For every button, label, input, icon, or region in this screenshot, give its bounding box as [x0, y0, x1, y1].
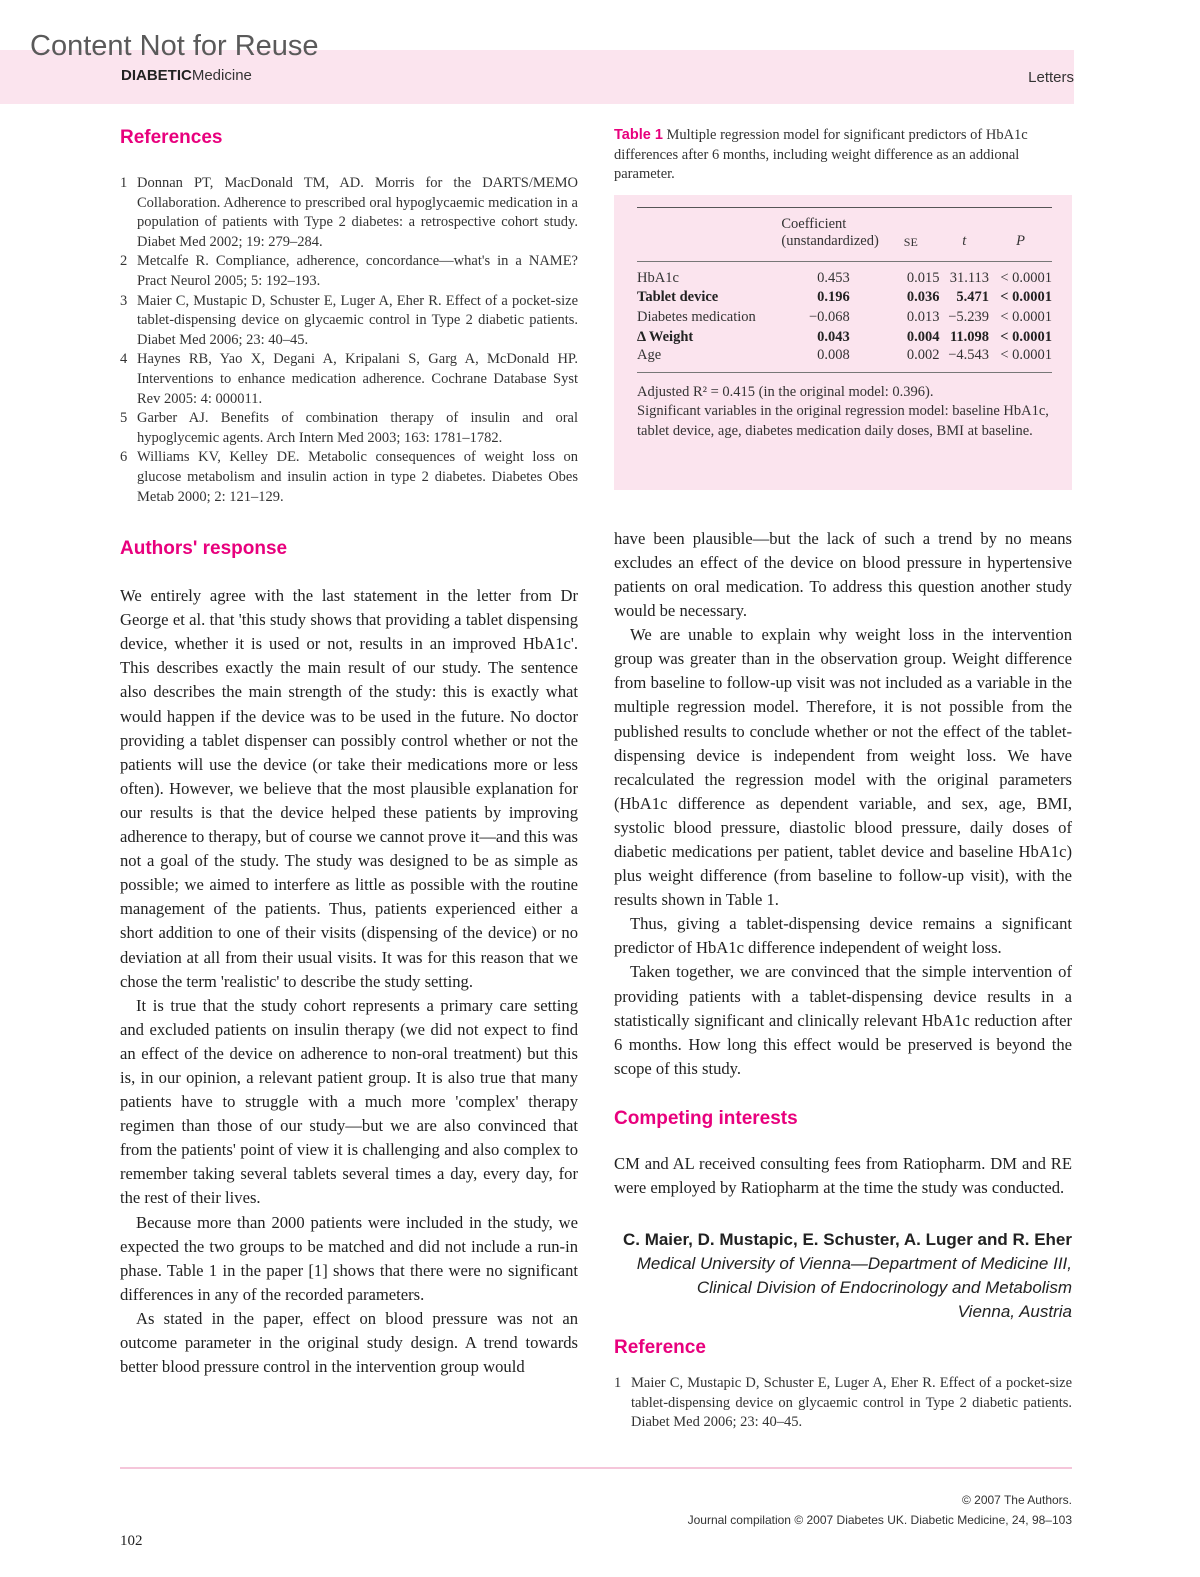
table-row: Diabetes medication −0.068 0.013 −5.239 < 0.0001: [637, 308, 1052, 325]
section-label: Letters: [1028, 69, 1074, 86]
journal-name: DIABETICMedicine: [121, 67, 252, 84]
competing-interests-body: CM and AL received consulting fees from Ratiopharm. DM and RE were employed by Ratiopharm at the time the study was conducted.: [614, 1153, 1072, 1198]
paragraph: Because more than 2000 patients were included in the study, we expected the two groups to be matched and did not include a run-in phase. Table 1 in the paper [1] shows that there were no significant differences in any of the recorded parameters.: [120, 1212, 578, 1304]
table-row: Δ Weight 0.043 0.004 11.098 < 0.0001: [637, 328, 1052, 345]
copyright: © 2007 The Authors. Journal compilation © 2007 Diabetes UK. Diabetic Medicine, 24, 98–103: [687, 1493, 1072, 1527]
paragraph: We are unable to explain why weight loss in the intervention group was greater than in the observation group. Weight difference from baseline to follow-up visit was not included as a variable in the multiple regression model. Therefore, it is not possible from the published results to conclude whether or not the effect of the tablet-dispensing device is independent from weight loss. We have recalculated the regression model with the original parameters (HbA1c difference as dependent variable, and sex, age, BMI, systolic blood pressure, diastolic blood pressure, daily doses of diabetic medications per patient, tablet device and baseline HbA1c) plus weight difference (from baseline to follow-up visit), with the results shown in Table 1.: [614, 625, 1072, 910]
t-header: t: [962, 232, 967, 249]
right-body: [614, 527, 1072, 1081]
left-column: [120, 126, 578, 1379]
watermark: Content Not for Reuse: [30, 30, 319, 62]
response-body: [120, 584, 578, 1379]
paragraph: Thus, giving a tablet-dispensing device remains a significant predictor of HbA1c difference independent of weight loss.: [614, 914, 1072, 958]
reference-item: 5 Garber AJ. Benefits of combination therapy of insulin and oral hypoglycemic agents. Arch Intern Med 2003; 163: 1781–1782.: [120, 410, 578, 446]
reference-list: [614, 1374, 1072, 1433]
paragraph: As stated in the paper, effect on blood pressure was not an outcome parameter in the original study design. A trend towards better blood pressure control in the intervention group would: [120, 1308, 578, 1377]
se-header: SE: [903, 234, 918, 249]
reference-item: 6 Williams KV, Kelley DE. Metabolic consequences of weight loss on glucose metabolism and insulin action in type 2 diabetes. Diabetes Obes Metab 2000; 2: 121–129.: [120, 449, 578, 505]
regression-table: [614, 195, 1072, 490]
p-header: P: [1016, 232, 1025, 249]
author-signature: C. Maier, D. Mustapic, E. Schuster, A. Luger and R. Eher Medical University of Vienna—Department of Medicine III, Clinical Division of Endocrinology and Metabolism Vienna, Austria: [622, 1230, 1072, 1322]
table-caption: Table 1 Multiple regression model for significant predictors of HbA1c differences after 6 months, including weight difference as an addional parameter.: [614, 127, 1028, 183]
authors-response-heading: Authors' response: [120, 538, 288, 560]
reference-item: 4 Haynes RB, Yao X, Degani A, Kripalani S, Garg A, McDonald HP. Interventions to enhance medication adherence. Cochrane Database Syst Rev 2005: 4: 000011.: [120, 351, 578, 407]
footer-divider: [120, 1467, 1072, 1469]
references-heading: References: [120, 127, 223, 148]
table-row: HbA1c 0.453 0.015 31.113 < 0.0001: [637, 262, 1052, 288]
paragraph: Taken together, we are convinced that the simple intervention of providing patients with a tablet-dispensing device results in a statistically significant and clinically relevant HbA1c reduction after 6 months. How long this effect would be preserved is beyond the scope of this study.: [614, 962, 1072, 1078]
table-row: Tablet device 0.196 0.036 5.471 < 0.0001: [637, 288, 1052, 305]
paragraph: It is true that the study cohort represents a primary care setting and excluded patients on insulin therapy (we did not expect to find an effect of the device on adherence to non-oral treatment) but this is, in our opinion, a relevant patient group. It is also true that many patients have to struggle with a much more 'complex' therapy regimen than those of our study—but we are also convinced that from the patients' point of view it is challenging and also complex to remember taking several tablets several times a day, every day, for the rest of their lives.: [120, 995, 578, 1208]
reference-heading: Reference: [614, 1337, 706, 1359]
table-row: Age 0.008 0.002 −4.543 < 0.0001: [637, 347, 1052, 364]
paragraph: have been plausible—but the lack of such a trend by no means excludes an effect of the device on blood pressure in hypertensive patients on oral medication. To address this question another study would be necessary.: [614, 528, 1072, 621]
competing-interests-heading: Competing interests: [614, 1107, 798, 1129]
reference-item: 3 Maier C, Mustapic D, Schuster E, Luger A, Eher R. Effect of a pocket-size tablet-dispensing device on glycaemic control in Type 2 diabetic patients. Diabet Med 2006; 23: 40–45.: [120, 292, 578, 348]
page-number: 102: [120, 1533, 143, 1549]
paragraph: We entirely agree with the last statement in the letter from Dr George et al. that 'this study shows that providing a tablet dispensing device, whether it is used or not, results in an improved HbA1c'. This describes exactly the main result of our study. The sentence also describes the main strength of the study: this is exactly what would happen if the device was to be used in the future. No doctor providing a tablet dispenser can possibly control whether or not the patients will use the device (or take their medications more or less often). However, we believe that the most plausible explanation for our results is that the device helped these patients by improving adherence to therapy, but of course we cannot prove it—and this was not a goal of the study. The study was designed to be as simple as possible; we aimed to interfere as little as possible with the routine management of the patients. Thus, patients experienced either a short addition to one of their visits (dispensing of the device) or no deviation at all from their usual visits. It was for this reason that we chose the term 'realistic' to describe the study setting.: [120, 586, 578, 991]
right-column: [614, 126, 1072, 1433]
table-notes: Adjusted R² = 0.415 (in the original model: 0.396). Significant variables in the original regression model: baseline HbA1c, tablet device, age, diabetes medication daily doses, BMI at baseline.: [637, 383, 1049, 439]
reference-item: 1 Donnan PT, MacDonald TM, AD. Morris for the DARTS/MEMO Collaboration. Adherence to prescribed oral hypoglycaemic medication in a population of patients with Type 2 diabetes: a retrospective cohort study. Diabet Med 2002; 19: 279–284.: [120, 175, 578, 250]
reference-list: [120, 174, 578, 507]
reference-item: 2 Metcalfe R. Compliance, adherence, concordance—what's in a NAME? Pract Neurol 2005; 5: 192–193.: [120, 253, 578, 289]
coef-header: Coefficient (unstandardized): [781, 215, 879, 249]
reference-item: 1 Maier C, Mustapic D, Schuster E, Luger A, Eher R. Effect of a pocket-size tablet-dispensing device on glycaemic control in Type 2 diabetic patients. Diabet Med 2006; 23: 40–45.: [614, 1375, 1072, 1431]
